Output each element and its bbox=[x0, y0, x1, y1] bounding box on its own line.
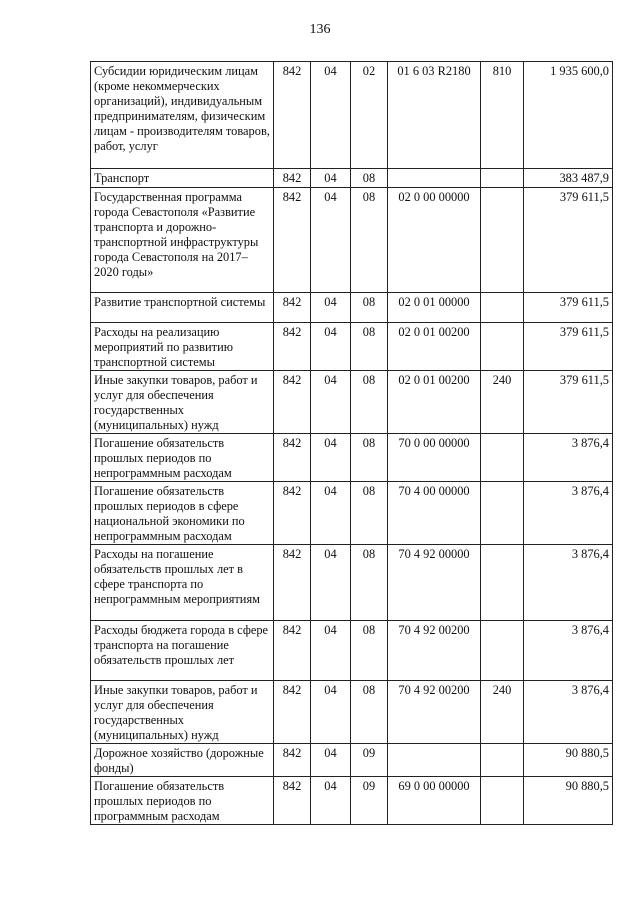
row-subsection-code: 08 bbox=[351, 681, 388, 744]
row-ministry-code: 842 bbox=[274, 545, 311, 621]
row-expense-type-code bbox=[481, 777, 524, 825]
table-row bbox=[91, 681, 613, 744]
row-amount: 3 876,4 bbox=[524, 434, 613, 482]
table-row bbox=[91, 293, 613, 323]
row-name: Развитие транспортной системы bbox=[91, 293, 274, 323]
row-amount: 3 876,4 bbox=[524, 681, 613, 744]
row-ministry-code: 842 bbox=[274, 744, 311, 777]
row-ministry-code: 842 bbox=[274, 681, 311, 744]
table-row bbox=[91, 62, 613, 169]
row-target-code: 70 4 92 00000 bbox=[388, 545, 481, 621]
row-section-code: 04 bbox=[311, 371, 351, 434]
row-subsection-code: 08 bbox=[351, 169, 388, 188]
row-target-code: 02 0 01 00200 bbox=[388, 323, 481, 371]
row-section-code: 04 bbox=[311, 188, 351, 293]
row-subsection-code: 09 bbox=[351, 777, 388, 825]
row-name: Иные закупки товаров, работ и услуг для обеспечения государственных (муниципальных) нужд bbox=[91, 681, 274, 744]
row-subsection-code: 08 bbox=[351, 434, 388, 482]
row-ministry-code: 842 bbox=[274, 371, 311, 434]
row-expense-type-code: 240 bbox=[481, 371, 524, 434]
table-row bbox=[91, 188, 613, 293]
row-amount: 379 611,5 bbox=[524, 371, 613, 434]
row-target-code: 70 0 00 00000 bbox=[388, 434, 481, 482]
row-target-code: 70 4 92 00200 bbox=[388, 621, 481, 681]
row-ministry-code: 842 bbox=[274, 62, 311, 169]
table-row bbox=[91, 323, 613, 371]
row-expense-type-code bbox=[481, 188, 524, 293]
row-target-code: 69 0 00 00000 bbox=[388, 777, 481, 825]
row-ministry-code: 842 bbox=[274, 293, 311, 323]
row-subsection-code: 08 bbox=[351, 293, 388, 323]
row-target-code: 02 0 01 00200 bbox=[388, 371, 481, 434]
row-amount: 379 611,5 bbox=[524, 323, 613, 371]
row-subsection-code: 08 bbox=[351, 545, 388, 621]
row-expense-type-code bbox=[481, 434, 524, 482]
row-name: Погашение обязательств прошлых периодов по непрограммным расходам bbox=[91, 434, 274, 482]
row-subsection-code: 02 bbox=[351, 62, 388, 169]
row-expense-type-code bbox=[481, 621, 524, 681]
table-row bbox=[91, 744, 613, 777]
row-name: Иные закупки товаров, работ и услуг для обеспечения государственных (муниципальных) нужд bbox=[91, 371, 274, 434]
row-section-code: 04 bbox=[311, 323, 351, 371]
row-amount: 379 611,5 bbox=[524, 188, 613, 293]
row-target-code bbox=[388, 744, 481, 777]
table-row bbox=[91, 434, 613, 482]
row-target-code bbox=[388, 169, 481, 188]
row-ministry-code: 842 bbox=[274, 482, 311, 545]
table-row bbox=[91, 169, 613, 188]
row-name: Расходы бюджета города в сфере транспорта на погашение обязательств прошлых лет bbox=[91, 621, 274, 681]
row-ministry-code: 842 bbox=[274, 621, 311, 681]
row-expense-type-code bbox=[481, 744, 524, 777]
row-section-code: 04 bbox=[311, 482, 351, 545]
row-target-code: 01 6 03 R2180 bbox=[388, 62, 481, 169]
row-amount: 379 611,5 bbox=[524, 293, 613, 323]
row-target-code: 70 4 92 00200 bbox=[388, 681, 481, 744]
row-name: Расходы на погашение обязательств прошлых лет в сфере транспорта по непрограммным мероприятиям bbox=[91, 545, 274, 621]
row-amount: 3 876,4 bbox=[524, 545, 613, 621]
row-name: Транспорт bbox=[91, 169, 274, 188]
row-name: Погашение обязательств прошлых периодов по программным расходам bbox=[91, 777, 274, 825]
row-target-code: 02 0 00 00000 bbox=[388, 188, 481, 293]
row-expense-type-code bbox=[481, 482, 524, 545]
row-ministry-code: 842 bbox=[274, 188, 311, 293]
row-name: Субсидии юридическим лицам (кроме некоммерческих организаций), индивидуальным предпринимателям, физическим лицам - производителям товаров, работ, услуг bbox=[91, 62, 274, 169]
row-subsection-code: 08 bbox=[351, 482, 388, 545]
row-expense-type-code: 240 bbox=[481, 681, 524, 744]
row-section-code: 04 bbox=[311, 681, 351, 744]
table-row bbox=[91, 777, 613, 825]
row-expense-type-code bbox=[481, 323, 524, 371]
row-section-code: 04 bbox=[311, 545, 351, 621]
row-target-code: 02 0 01 00000 bbox=[388, 293, 481, 323]
row-expense-type-code bbox=[481, 545, 524, 621]
row-amount: 3 876,4 bbox=[524, 621, 613, 681]
row-subsection-code: 08 bbox=[351, 323, 388, 371]
row-name: Дорожное хозяйство (дорожные фонды) bbox=[91, 744, 274, 777]
row-subsection-code: 09 bbox=[351, 744, 388, 777]
row-name: Погашение обязательств прошлых периодов в сфере национальной экономики по непрограммным расходам bbox=[91, 482, 274, 545]
row-subsection-code: 08 bbox=[351, 371, 388, 434]
row-amount: 383 487,9 bbox=[524, 169, 613, 188]
row-name: Государственная программа города Севастополя «Развитие транспорта и дорожно-транспортной инфраструктуры города Севастополя на 2017–2020 годы» bbox=[91, 188, 274, 293]
row-target-code: 70 4 00 00000 bbox=[388, 482, 481, 545]
budget-table bbox=[90, 61, 613, 825]
row-amount: 90 880,5 bbox=[524, 744, 613, 777]
row-ministry-code: 842 bbox=[274, 777, 311, 825]
row-subsection-code: 08 bbox=[351, 188, 388, 293]
row-ministry-code: 842 bbox=[274, 169, 311, 188]
row-section-code: 04 bbox=[311, 621, 351, 681]
page-number: 136 bbox=[309, 22, 331, 37]
row-expense-type-code bbox=[481, 293, 524, 323]
row-amount: 1 935 600,0 bbox=[524, 62, 613, 169]
table-row bbox=[91, 545, 613, 621]
row-amount: 90 880,5 bbox=[524, 777, 613, 825]
row-section-code: 04 bbox=[311, 169, 351, 188]
row-section-code: 04 bbox=[311, 62, 351, 169]
row-section-code: 04 bbox=[311, 777, 351, 825]
table-row bbox=[91, 621, 613, 681]
row-section-code: 04 bbox=[311, 293, 351, 323]
row-section-code: 04 bbox=[311, 744, 351, 777]
row-section-code: 04 bbox=[311, 434, 351, 482]
table-row bbox=[91, 482, 613, 545]
row-subsection-code: 08 bbox=[351, 621, 388, 681]
row-expense-type-code bbox=[481, 169, 524, 188]
row-ministry-code: 842 bbox=[274, 323, 311, 371]
row-name: Расходы на реализацию мероприятий по развитию транспортной системы bbox=[91, 323, 274, 371]
row-ministry-code: 842 bbox=[274, 434, 311, 482]
table-row bbox=[91, 371, 613, 434]
row-expense-type-code: 810 bbox=[481, 62, 524, 169]
row-amount: 3 876,4 bbox=[524, 482, 613, 545]
